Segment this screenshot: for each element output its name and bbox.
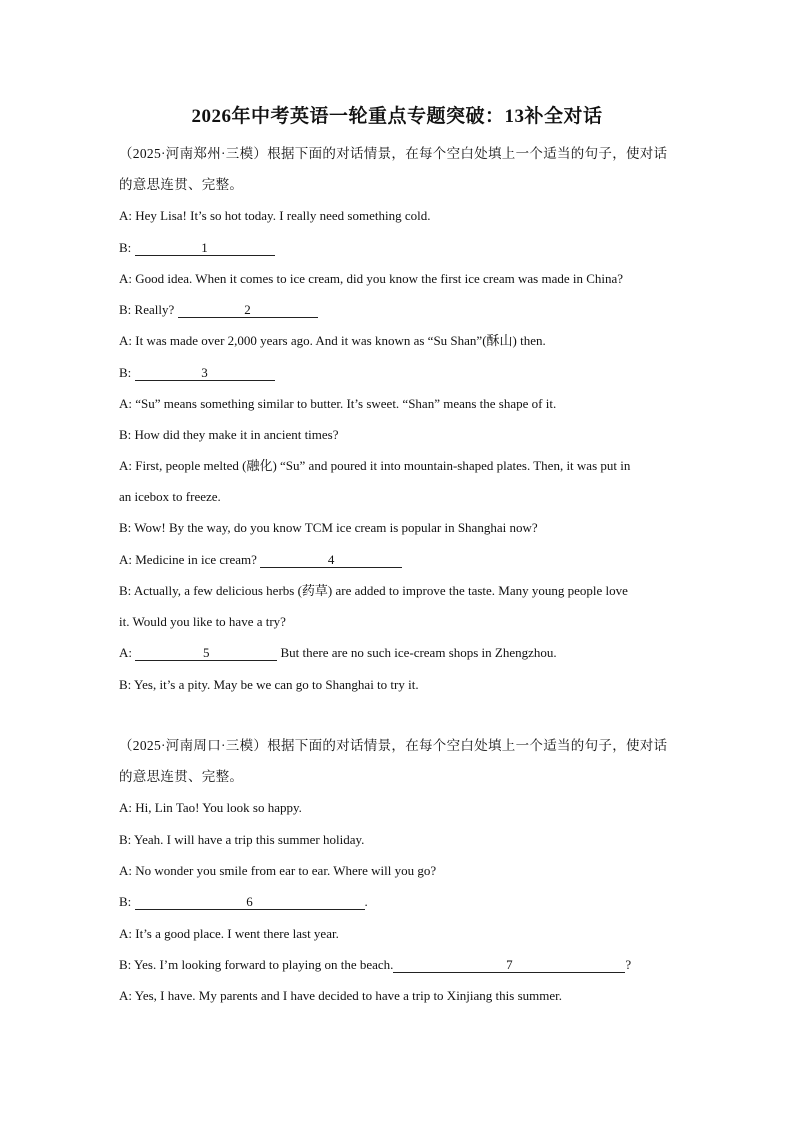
answer-blank-2[interactable]: 2 [178,302,318,318]
section1-intro-line2: 的意思连贯、完整。 [119,177,244,192]
dialogue-line [119,957,631,973]
dialogue-line: A: It’s a good place. I went there last year. [119,926,339,941]
dialogue-text: . [364,894,368,909]
dialogue-line: A: “Su” means something similar to butter. It’s sweet. “Shan” means the shape of it. [119,396,557,411]
dialogue-line: B: How did they make it in ancient times? [119,427,339,442]
dialogue-line [119,240,275,256]
answer-blank-1[interactable]: 1 [135,240,275,256]
speaker-prefix: B: Really? [119,302,178,317]
speaker-prefix: B: [119,365,135,380]
dialogue-line: B: Yeah. I will have a trip this summer holiday. [119,832,365,847]
answer-blank-3[interactable]: 3 [135,365,275,381]
answer-blank-7[interactable]: 7 [393,957,625,973]
dialogue-line: it. Would you like to have a try? [119,614,286,629]
dialogue-line: A: Good idea. When it comes to ice cream, did you know the first ice cream was made in China? [119,271,624,286]
section1-intro-line1: （2025·河南郑州·三模）根据下面的对话情景，在每个空白处填上一个适当的句子，使对话 [119,146,668,161]
dialogue-text: B: Yes. I’m looking forward to playing on the beach. [119,957,394,972]
dialogue-line: A: Hey Lisa! It’s so hot today. I really need something cold. [119,208,431,223]
dialogue-line [119,894,368,910]
answer-blank-5[interactable]: 5 [135,645,277,661]
dialogue-line: A: First, people melted (融化) “Su” and poured it into mountain-shaped plates. Then, it was put in [119,458,631,473]
section2-intro-line1: （2025·河南周口·三模）根据下面的对话情景，在每个空白处填上一个适当的句子，使对话 [119,738,668,753]
dialogue-line: B: Actually, a few delicious herbs (药草) are added to improve the taste. Many young people love [119,583,628,598]
dialogue-line [119,302,318,318]
dialogue-line: A: Yes, I have. My parents and I have decided to have a trip to Xinjiang this summer. [119,988,562,1003]
answer-blank-6[interactable]: 6 [135,894,365,910]
dialogue-line [119,365,275,381]
dialogue-line: A: It was made over 2,000 years ago. And it was known as “Su Shan”(酥山) then. [119,333,546,348]
dialogue-text: But there are no such ice-cream shops in Zhengzhou. [277,645,557,660]
speaker-prefix: B: [119,240,135,255]
dialogue-line: B: Yes, it’s a pity. May be we can go to Shanghai to try it. [119,677,419,692]
speaker-prefix: A: Medicine in ice cream? [119,552,261,567]
dialogue-line [119,645,557,661]
dialogue-line [119,552,402,568]
page-title: 2026年中考英语一轮重点专题突破：13补全对话 [191,106,603,127]
dialogue-line: A: Hi, Lin Tao! You look so happy. [119,800,302,815]
dialogue-line: an icebox to freeze. [119,489,221,504]
answer-blank-4[interactable]: 4 [260,552,402,568]
speaker-prefix: A: [119,645,136,660]
dialogue-line: A: No wonder you smile from ear to ear. Where will you go? [119,863,437,878]
dialogue-line: B: Wow! By the way, do you know TCM ice cream is popular in Shanghai now? [119,520,538,535]
speaker-prefix: B: [119,894,135,909]
section2-intro-line2: 的意思连贯、完整。 [119,769,244,784]
dialogue-text: ? [625,957,632,972]
